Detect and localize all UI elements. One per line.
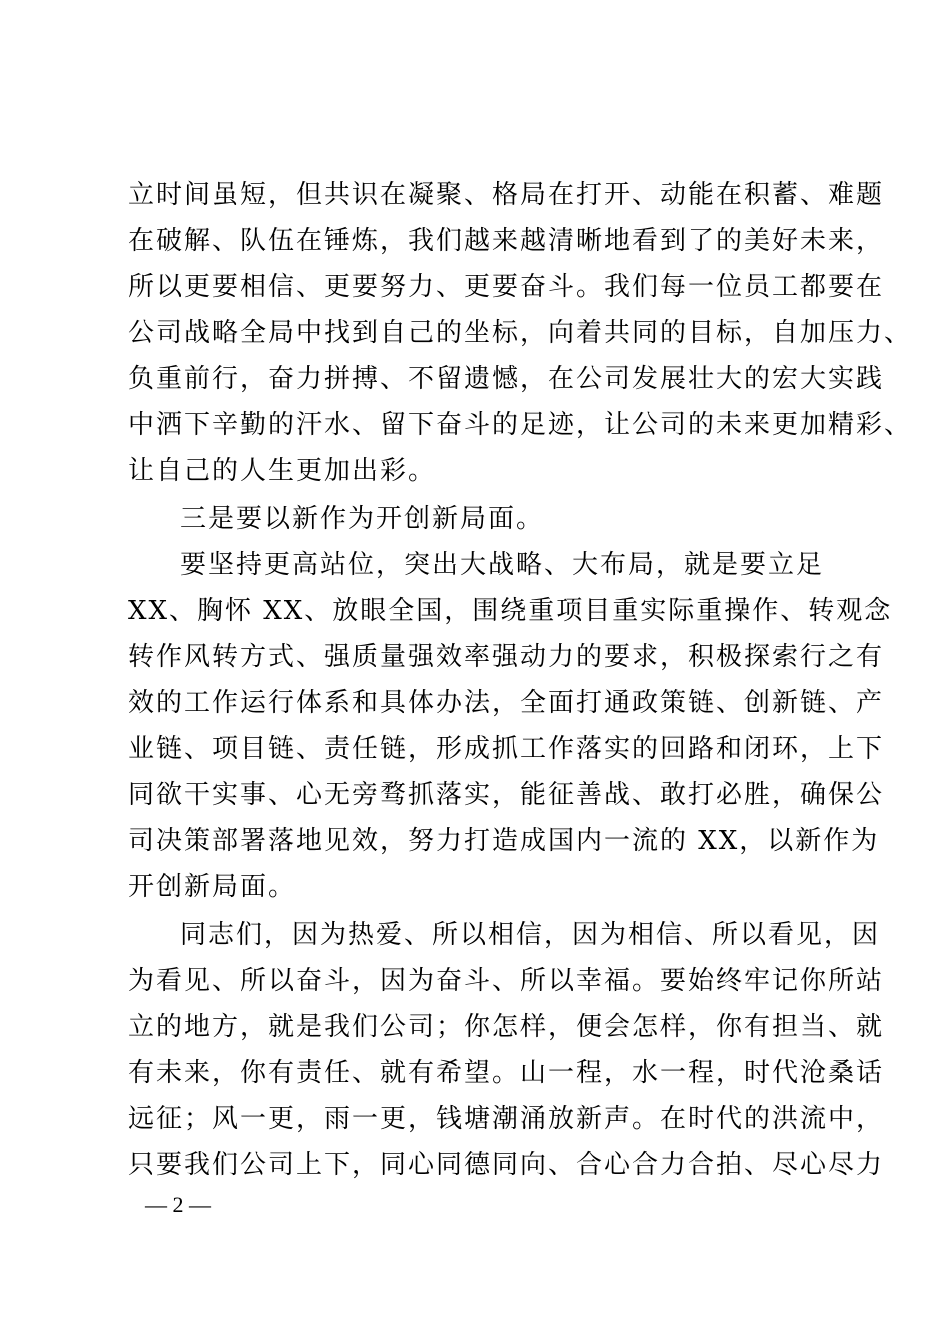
text-line: 业链、项目链、责任链，形成抓工作落实的回路和闭环，上下 — [128, 734, 885, 764]
text-line: 立的地方，就是我们公司；你怎样，便会怎样，你有担当、就 — [128, 1012, 885, 1042]
text-line: 远征；风一更，雨一更，钱塘潮涌放新声。在时代的洪流中， — [128, 1104, 885, 1134]
text-line: 公司战略全局中找到自己的坐标，向着共同的目标，自加压力、 — [128, 318, 913, 348]
text-line: 所以更要相信、更要努力、更要奋斗。我们每一位员工都要在 — [128, 272, 885, 302]
text-line: 转作风转方式、强质量强效率强动力的要求，积极探索行之有 — [128, 642, 885, 672]
text-line: XX、胸怀 XX、放眼全国，围绕重项目重实际重操作、转观念 — [128, 596, 893, 626]
text-line: 要坚持更高站位，突出大战略、大布局，就是要立足 — [180, 550, 825, 580]
text-line: 同志们，因为热爱、所以相信，因为相信、所以看见，因 — [180, 920, 881, 950]
text-line: 只要我们公司上下，同心同德同向、合心合力合拍、尽心尽力 — [128, 1150, 885, 1180]
text-line: 立时间虽短，但共识在凝聚、格局在打开、动能在积蓄、难题 — [128, 180, 885, 210]
text-line: 在破解、队伍在锤炼，我们越来越清晰地看到了的美好未来， — [128, 226, 885, 256]
text-line: 中洒下辛勤的汗水、留下奋斗的足迹，让公司的未来更加精彩、 — [128, 410, 913, 440]
text-line: 负重前行，奋力拼搏、不留遗憾，在公司发展壮大的宏大实践 — [128, 364, 885, 394]
text-line: 让自己的人生更加出彩。 — [128, 456, 437, 486]
text-line: 有未来，你有责任、就有希望。山一程，水一程，时代沧桑话 — [128, 1058, 885, 1088]
text-line: 开创新局面。 — [128, 872, 297, 902]
section-heading: 三是要以新作为开创新局面。 — [180, 504, 545, 534]
text-line: 司决策部署落地见效，努力打造成国内一流的 XX，以新作为 — [128, 826, 880, 856]
text-line: 为看见、所以奋斗，因为奋斗、所以幸福。要始终牢记你所站 — [128, 966, 885, 996]
text-line: 效的工作运行体系和具体办法，全面打通政策链、创新链、产 — [128, 688, 885, 718]
text-line: 同欲干实事、心无旁骛抓落实，能征善战、敢打必胜，确保公 — [128, 780, 885, 810]
page-number: — 2 — — [145, 1192, 211, 1217]
